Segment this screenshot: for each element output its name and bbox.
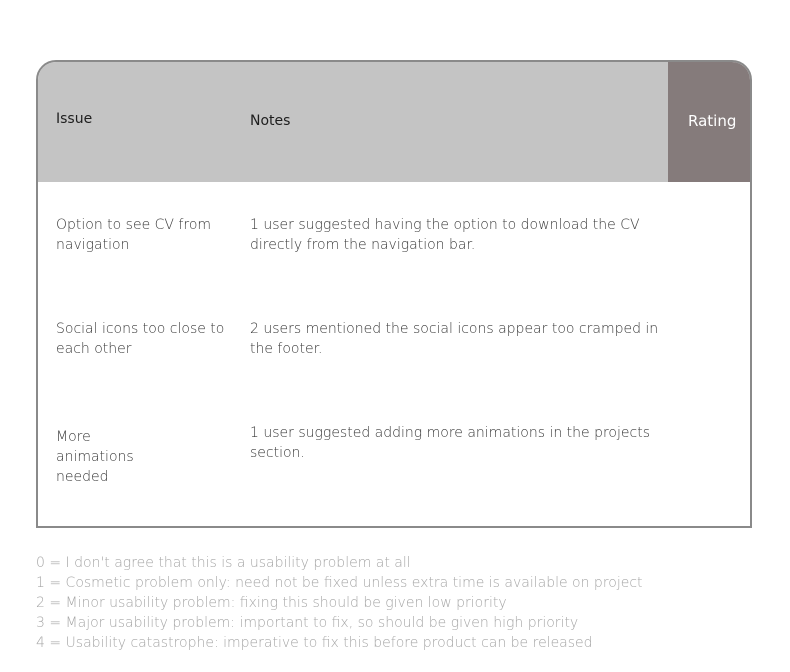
usability-issues-table (36, 60, 752, 528)
issue-cell: More animations needed (56, 429, 134, 485)
notes-cell: 1 user suggested having the option to download the CV directly from the navigation bar. (250, 217, 640, 253)
header-background (38, 62, 668, 182)
severity-rating-legend (36, 553, 776, 653)
notes-cell: 1 user suggested adding more animations in the projects section. (250, 425, 650, 461)
rating-column-header: Rating (688, 112, 737, 130)
issue-cell: Social icons too close to each other (56, 321, 225, 357)
issue-cell: Option to see CV from navigation (56, 217, 212, 253)
table-header-row (38, 62, 750, 182)
issue-column-header: Issue (56, 111, 93, 127)
notes-cell: 2 users mentioned the social icons appear too cramped in the footer. (250, 321, 659, 357)
notes-column-header: Notes (250, 113, 291, 129)
legend-line-0: 0 = I don't agree that this is a usability problem at all (36, 555, 411, 571)
legend-line-2: 2 = Minor usability problem: fixing this should be given low priority (36, 595, 507, 611)
legend-line-1: 1 = Cosmetic problem only: need not be fixed unless extra time is available on project (36, 575, 643, 591)
legend-line-3: 3 = Major usability problem: important to fix, so should be given high priority (36, 615, 579, 631)
legend-line-4: 4 = Usability catastrophe: imperative to fix this before product can be released (36, 635, 593, 651)
